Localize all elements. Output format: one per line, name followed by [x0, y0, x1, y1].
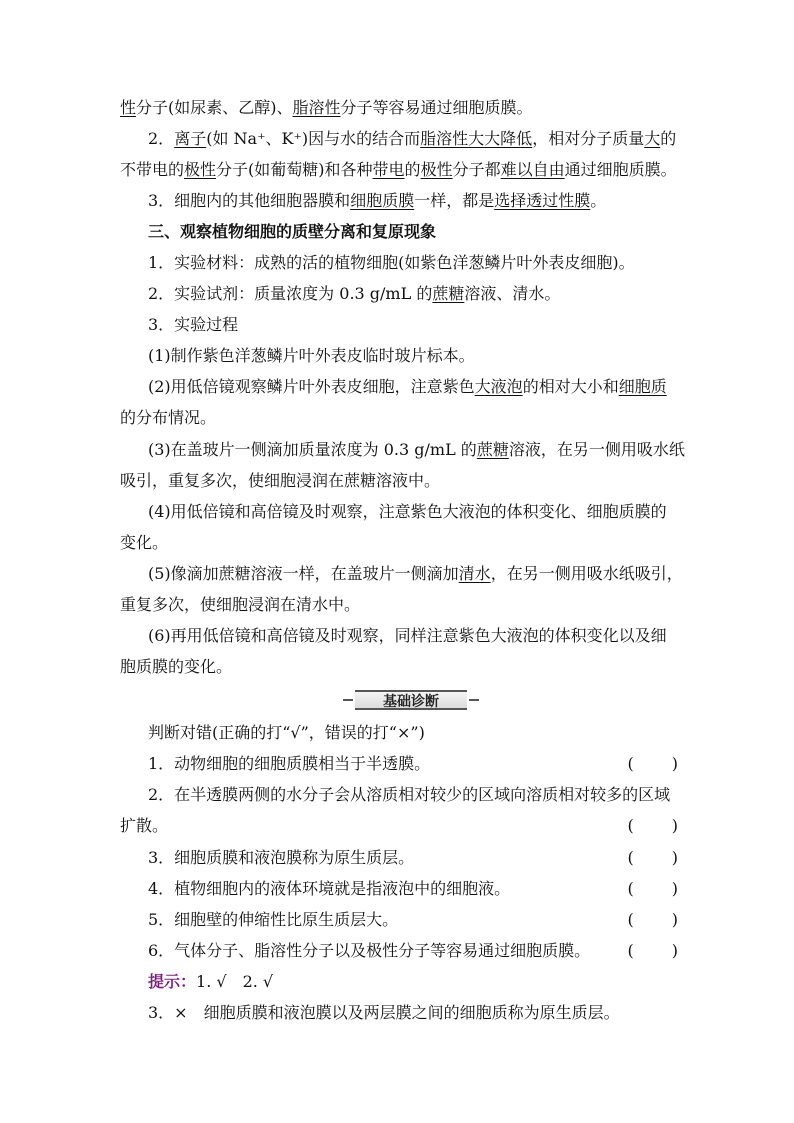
paragraph-line: 吸引，重复多次，使细胞浸润在蔗糖溶液中。	[120, 471, 441, 490]
paragraph-line: 胞质膜的变化。	[120, 657, 233, 676]
paragraph-line: 的分布情况。	[120, 408, 217, 427]
paragraph-line: 2．实验试剂：质量浓度为 0.3 g/mL 的蔗糖溶液、清水。	[148, 284, 561, 303]
question-item: 扩散。 ( )	[120, 816, 680, 835]
paragraph-line: 2．离子(如 Na⁺、K⁺)因与水的结合而脂溶性大大降低，相对分子质量大的	[148, 129, 677, 148]
paragraph-line: 不带电的极性分子(如葡萄糖)和各种带电的极性分子都难以自由通过细胞质膜。	[120, 160, 677, 179]
answer-explanation: 3．× 细胞质膜和液泡膜以及两层膜之间的细胞质称为原生质层。	[148, 1003, 620, 1022]
section-heading: 三、观察植物细胞的质壁分离和复原现象	[148, 222, 437, 241]
paragraph-line: (6)再用低倍镜和高倍镜及时观察，同样注意紫色大液泡的体积变化以及细	[148, 626, 667, 645]
paragraph-line: (4)用低倍镜和高倍镜及时观察，注意紫色大液泡的体积变化、细胞质膜的	[148, 502, 667, 521]
hint-label: 提示：	[148, 972, 197, 991]
judge-instruction: 判断对错(正确的打“√”，错误的打“×”)	[148, 723, 425, 742]
paragraph-line: 3．细胞内的其他细胞器膜和细胞质膜一样，都是选择透过性膜。	[148, 191, 607, 210]
answer-blank: ( )	[627, 879, 680, 898]
question-item: 5．细胞壁的伸缩性比原生质层大。 ( )	[148, 910, 680, 929]
paragraph-line: 变化。	[120, 533, 169, 552]
answer-blank: ( )	[627, 754, 680, 773]
section-banner: 基础诊断	[355, 690, 467, 710]
answer-blank: ( )	[627, 816, 680, 835]
hint-line: 提示：1. √ 2. √	[148, 972, 274, 991]
question-item: 1．动物细胞的细胞质膜相当于半透膜。 ( )	[148, 754, 680, 773]
question-item: 3．细胞质膜和液泡膜称为原生质层。 ( )	[148, 848, 680, 867]
paragraph-line: 性分子(如尿素、乙醇)、脂溶性分子等容易通过细胞质膜。	[120, 98, 533, 117]
paragraph-line: 重复多次，使细胞浸润在清水中。	[120, 595, 361, 614]
paragraph-line: 3．实验过程	[148, 315, 239, 334]
answer-blank: ( )	[627, 848, 680, 867]
paragraph-line: 1．实验材料：成熟的活的植物细胞(如紫色洋葱鳞片叶外表皮细胞)。	[148, 253, 635, 272]
paragraph-line: (5)像滴加蔗糖溶液一样，在盖玻片一侧滴加清水，在另一侧用吸水纸吸引，	[148, 564, 683, 583]
question-item: 2．在半透膜两侧的水分子会从溶质相对较少的区域向溶质相对较多的区域	[148, 785, 671, 804]
answer-blank: ( )	[627, 941, 680, 960]
question-item: 6．气体分子、脂溶性分子以及极性分子等容易通过细胞质膜。 ( )	[148, 941, 680, 960]
paragraph-line: (3)在盖玻片一侧滴加质量浓度为 0.3 g/mL 的蔗糖溶液，在另一侧用吸水纸	[148, 440, 685, 459]
paragraph-line: (1)制作紫色洋葱鳞片叶外表皮临时玻片标本。	[148, 346, 475, 365]
answer-blank: ( )	[627, 910, 680, 929]
paragraph-line: (2)用低倍镜观察鳞片叶外表皮细胞，注意紫色大液泡的相对大小和细胞质	[148, 377, 667, 396]
question-item: 4．植物细胞内的液体环境就是指液泡中的细胞液。 ( )	[148, 879, 680, 898]
